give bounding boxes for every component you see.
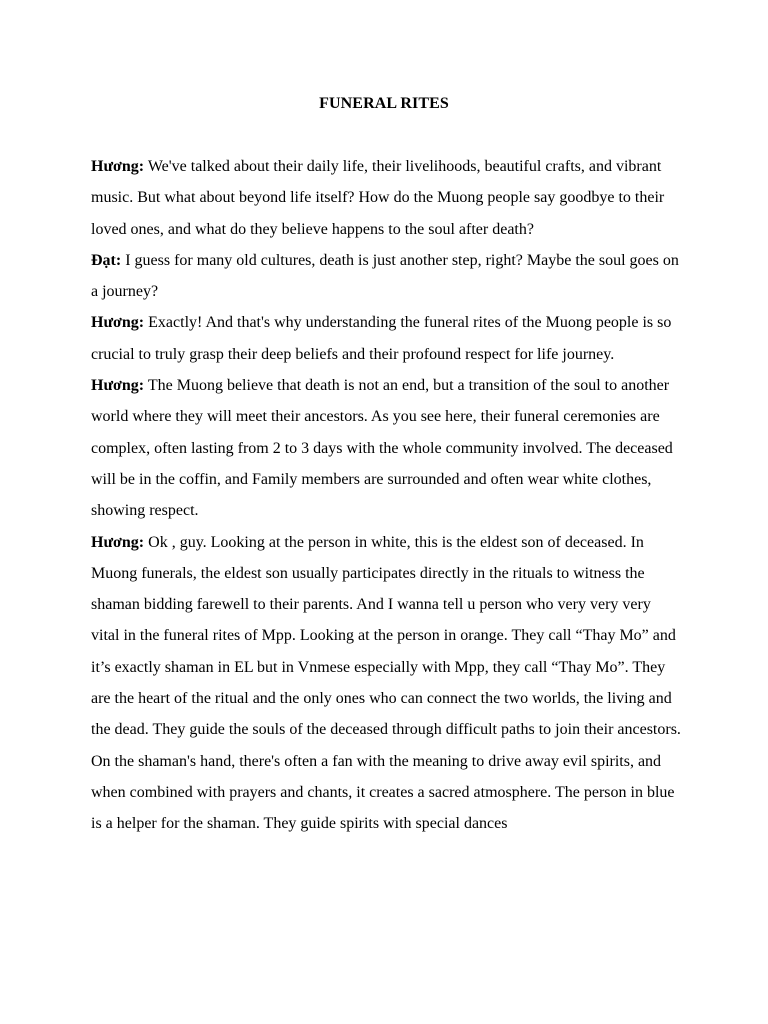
speaker-name: Hương: [91,158,145,175]
speaker-name: Đạt: [91,251,122,269]
speaker-name: Hương: [91,314,145,332]
speaker-name: Hương: [91,377,145,395]
paragraph-text: The Muong believe that death is not an end, but a transition of the soul to another world where they will meet their ancestors. As you see here, their funeral ceremonies are complex, often lasting from 2 to 3 days with the whole community involved. The deceased will be in the coffin, and Family members are surrounded and often wear white clothes, showing respect. [91,377,673,520]
dialogue-paragraph [91,151,681,245]
paragraph-text: Exactly! And that's why understanding the funeral rites of the Muong people is so crucial to truly grasp their deep beliefs and their profound respect for life journey. [91,314,672,363]
dialogue-paragraph [91,307,681,370]
paragraph-text: I guess for many old cultures, death is just another step, right? Maybe the soul goes on a journey? [91,251,679,301]
paragraph-text: We've talked about their daily life, their livelihoods, beautiful crafts, and vibrant music. But what about beyond life itself? How do the Muong people say goodbye to their loved ones, and what do they believe happens to the soul after death? [91,158,665,238]
paragraph-text: Ok , guy. Looking at the person in white, this is the eldest son of deceased. In Muong funerals, the eldest son usually participates directly in the rituals to witness the shaman bidding farewell to their parents. And I wanna tell u person who very very very vital in the funeral rites of Mpp. Looking at the person in orange. They call “Thay Mo” and it’s exactly shaman in EL but in Vnmese especially with Mpp, they call “Thay Mo”. They are the heart of the ritual and the only ones who can connect the two worlds, the living and the dead. They guide the souls of the deceased through difficult paths to join their ancestors. On the shaman's hand, there's often a fan with the meaning to drive away evil spirits, and when combined with prayers and chants, it creates a sacred atmosphere. The person in blue is a helper for the shaman. They guide spirits with special dances [91,533,681,833]
dialogue-paragraph [91,245,681,308]
dialogue-paragraph [91,370,681,526]
speaker-name: Hương: [91,533,145,551]
dialogue-paragraph [91,527,681,840]
document-body [91,151,681,840]
document-title: FUNERAL RITES [319,95,449,112]
